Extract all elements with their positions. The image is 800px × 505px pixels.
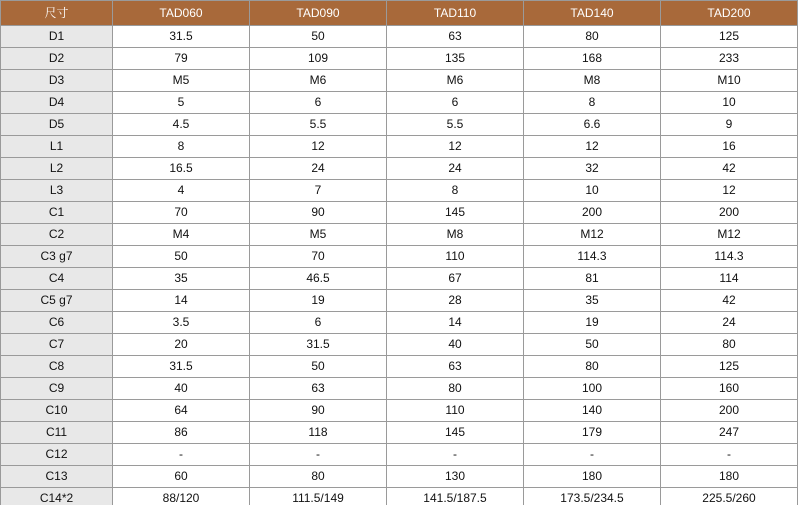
- table-row: [1, 268, 798, 290]
- table-row: [1, 48, 798, 70]
- row-label: D4: [1, 92, 113, 114]
- table-cell: M6: [250, 70, 387, 92]
- table-cell: 5: [113, 92, 250, 114]
- table-cell: 8: [524, 92, 661, 114]
- table-cell: 64: [113, 400, 250, 422]
- table-cell: 80: [387, 378, 524, 400]
- row-label: C8: [1, 356, 113, 378]
- table-cell: M12: [524, 224, 661, 246]
- table-cell: 40: [113, 378, 250, 400]
- table-cell: 6.6: [524, 114, 661, 136]
- row-label: C14*2: [1, 488, 113, 505]
- row-label: C4: [1, 268, 113, 290]
- table-cell: 200: [524, 202, 661, 224]
- table-cell: 4: [113, 180, 250, 202]
- table-cell: 3.5: [113, 312, 250, 334]
- table-row: [1, 202, 798, 224]
- table-row: [1, 378, 798, 400]
- table-cell: 6: [387, 92, 524, 114]
- row-label: C9: [1, 378, 113, 400]
- row-label: C11: [1, 422, 113, 444]
- table-row: [1, 422, 798, 444]
- table-cell: 5.5: [250, 114, 387, 136]
- table-cell: 180: [524, 466, 661, 488]
- table-cell: M5: [250, 224, 387, 246]
- table-cell: 10: [661, 92, 798, 114]
- table-cell: -: [387, 444, 524, 466]
- table-cell: 24: [387, 158, 524, 180]
- table-cell: 28: [387, 290, 524, 312]
- table-cell: 70: [113, 202, 250, 224]
- table-cell: 14: [387, 312, 524, 334]
- table-cell: M8: [524, 70, 661, 92]
- table-cell: 160: [661, 378, 798, 400]
- table-cell: 145: [387, 422, 524, 444]
- table-cell: 31.5: [250, 334, 387, 356]
- table-cell: 60: [113, 466, 250, 488]
- table-cell: M10: [661, 70, 798, 92]
- row-label: C1: [1, 202, 113, 224]
- table-cell: -: [113, 444, 250, 466]
- table-cell: 79: [113, 48, 250, 70]
- row-label: C7: [1, 334, 113, 356]
- table-cell: 24: [661, 312, 798, 334]
- row-label: C12: [1, 444, 113, 466]
- row-label: D2: [1, 48, 113, 70]
- table-row: [1, 488, 798, 505]
- table-row: [1, 136, 798, 158]
- row-label: D1: [1, 26, 113, 48]
- table-cell: 35: [524, 290, 661, 312]
- table-cell: 50: [524, 334, 661, 356]
- table-row: [1, 400, 798, 422]
- row-label: D3: [1, 70, 113, 92]
- table-row: [1, 246, 798, 268]
- table-cell: 118: [250, 422, 387, 444]
- table-cell: 141.5/187.5: [387, 488, 524, 505]
- table-row: [1, 70, 798, 92]
- table-cell: 100: [524, 378, 661, 400]
- table-cell: 32: [524, 158, 661, 180]
- table-cell: 8: [113, 136, 250, 158]
- table-cell: 14: [113, 290, 250, 312]
- table-cell: 110: [387, 400, 524, 422]
- table-cell: 80: [524, 26, 661, 48]
- table-cell: 70: [250, 246, 387, 268]
- table-cell: 114.3: [661, 246, 798, 268]
- table-row: [1, 444, 798, 466]
- table-cell: 42: [661, 290, 798, 312]
- table-cell: 90: [250, 202, 387, 224]
- header-column-tad140: TAD140: [524, 1, 661, 26]
- table-cell: M4: [113, 224, 250, 246]
- header-column-tad090: TAD090: [250, 1, 387, 26]
- header-dimension-label: 尺寸: [1, 1, 113, 26]
- table-cell: 9: [661, 114, 798, 136]
- table-cell: 125: [661, 26, 798, 48]
- table-cell: 50: [113, 246, 250, 268]
- table-cell: 12: [387, 136, 524, 158]
- table-cell: 6: [250, 92, 387, 114]
- table-cell: 63: [387, 26, 524, 48]
- table-cell: 63: [387, 356, 524, 378]
- table-cell: 31.5: [113, 26, 250, 48]
- table-cell: 110: [387, 246, 524, 268]
- table-cell: 135: [387, 48, 524, 70]
- row-label: L2: [1, 158, 113, 180]
- table-cell: 86: [113, 422, 250, 444]
- table-row: [1, 92, 798, 114]
- table-row: [1, 158, 798, 180]
- table-cell: -: [250, 444, 387, 466]
- table-cell: 6: [250, 312, 387, 334]
- table-cell: 200: [661, 400, 798, 422]
- row-label: L1: [1, 136, 113, 158]
- table-row: [1, 312, 798, 334]
- table-cell: 125: [661, 356, 798, 378]
- table-cell: 90: [250, 400, 387, 422]
- table-cell: 130: [387, 466, 524, 488]
- table-cell: 46.5: [250, 268, 387, 290]
- table-cell: 12: [250, 136, 387, 158]
- table-cell: 109: [250, 48, 387, 70]
- table-cell: 247: [661, 422, 798, 444]
- table-row: [1, 334, 798, 356]
- table-cell: 200: [661, 202, 798, 224]
- table-row: [1, 466, 798, 488]
- table-cell: 50: [250, 356, 387, 378]
- table-cell: 16: [661, 136, 798, 158]
- table-cell: 80: [524, 356, 661, 378]
- table-cell: 7: [250, 180, 387, 202]
- table-cell: M5: [113, 70, 250, 92]
- table-cell: 114.3: [524, 246, 661, 268]
- table-cell: M12: [661, 224, 798, 246]
- table-cell: -: [524, 444, 661, 466]
- table-cell: 20: [113, 334, 250, 356]
- table-cell: 67: [387, 268, 524, 290]
- table-cell: 88/120: [113, 488, 250, 505]
- row-label: C13: [1, 466, 113, 488]
- table-row: [1, 180, 798, 202]
- table-cell: 80: [250, 466, 387, 488]
- table-cell: 114: [661, 268, 798, 290]
- table-cell: 8: [387, 180, 524, 202]
- row-label: C10: [1, 400, 113, 422]
- table-cell: 111.5/149: [250, 488, 387, 505]
- table-body: [1, 26, 798, 505]
- table-cell: 16.5: [113, 158, 250, 180]
- table-row: [1, 114, 798, 136]
- table-header: [1, 1, 798, 26]
- table-cell: 4.5: [113, 114, 250, 136]
- table-cell: 5.5: [387, 114, 524, 136]
- table-cell: 233: [661, 48, 798, 70]
- table-row: [1, 224, 798, 246]
- table-cell: M6: [387, 70, 524, 92]
- row-label: D5: [1, 114, 113, 136]
- header-column-tad110: TAD110: [387, 1, 524, 26]
- row-label: C5 g7: [1, 290, 113, 312]
- table-cell: 140: [524, 400, 661, 422]
- table-cell: 173.5/234.5: [524, 488, 661, 505]
- table-cell: 179: [524, 422, 661, 444]
- table-cell: 31.5: [113, 356, 250, 378]
- row-label: C2: [1, 224, 113, 246]
- table-cell: 19: [250, 290, 387, 312]
- table-cell: 12: [524, 136, 661, 158]
- table-cell: 145: [387, 202, 524, 224]
- table-row: [1, 290, 798, 312]
- row-label: C3 g7: [1, 246, 113, 268]
- row-label: C6: [1, 312, 113, 334]
- header-column-tad060: TAD060: [113, 1, 250, 26]
- table-cell: 81: [524, 268, 661, 290]
- row-label: L3: [1, 180, 113, 202]
- table-cell: 10: [524, 180, 661, 202]
- table-cell: 180: [661, 466, 798, 488]
- table-cell: 42: [661, 158, 798, 180]
- table-cell: 50: [250, 26, 387, 48]
- table-cell: 12: [661, 180, 798, 202]
- table-cell: -: [661, 444, 798, 466]
- table-cell: 168: [524, 48, 661, 70]
- table-cell: 35: [113, 268, 250, 290]
- table-header-row: [1, 1, 798, 26]
- table-cell: 225.5/260: [661, 488, 798, 505]
- table-cell: 80: [661, 334, 798, 356]
- table-cell: 24: [250, 158, 387, 180]
- table-row: [1, 356, 798, 378]
- table-cell: 63: [250, 378, 387, 400]
- table-cell: M8: [387, 224, 524, 246]
- header-column-tad200: TAD200: [661, 1, 798, 26]
- table-cell: 19: [524, 312, 661, 334]
- table-row: [1, 26, 798, 48]
- table-cell: 40: [387, 334, 524, 356]
